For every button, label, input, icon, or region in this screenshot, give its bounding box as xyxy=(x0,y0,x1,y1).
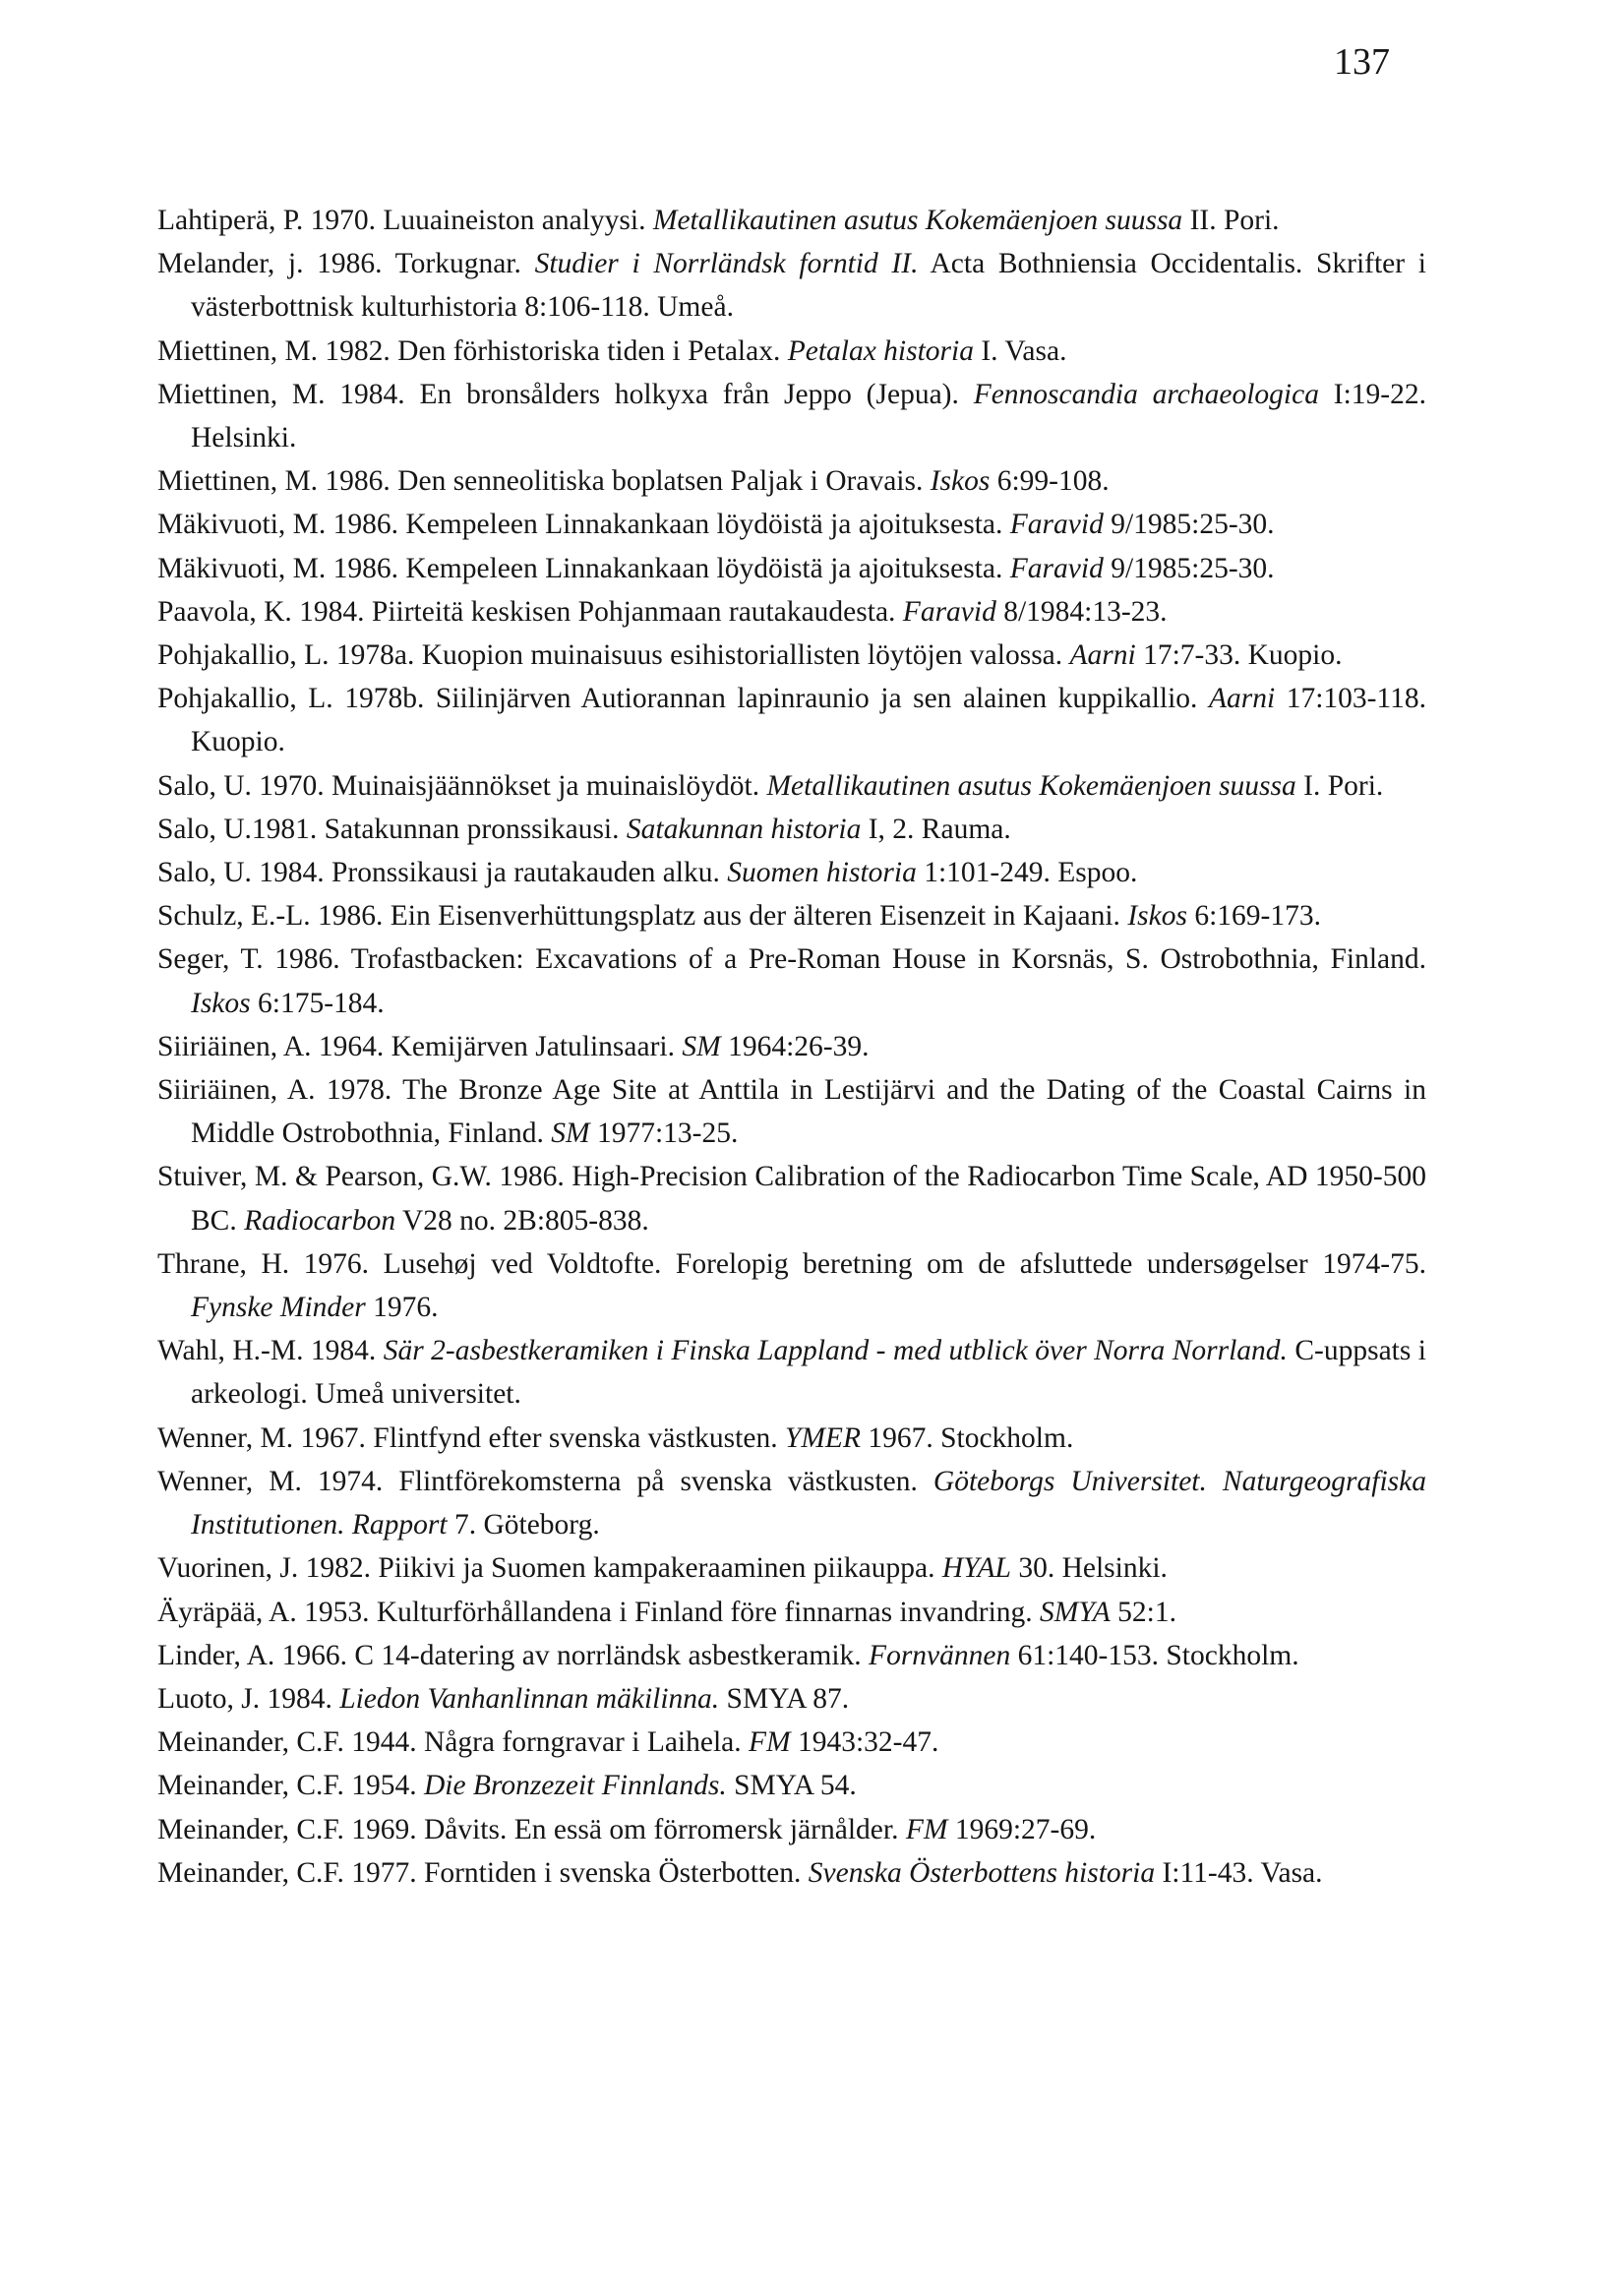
reference-title: FM xyxy=(749,1726,791,1759)
reference-title: Aarni xyxy=(1069,639,1136,672)
reference-title: Studier i Norrländsk forntid II. xyxy=(534,248,919,280)
reference-text: Lahtiperä, P. 1970. Luuaineiston analyysi. xyxy=(157,205,653,236)
reference-title: Radiocarbon xyxy=(244,1204,396,1237)
reference-text: Siiriäinen, A. 1978. The Bronze Age Site at Anttila in Lestijärvi and the Dating of the Coastal Cairns in Middle Ostrobothnia, Finland. xyxy=(157,1074,1426,1150)
reference-entry xyxy=(157,1591,1426,1634)
reference-text: 52:1. xyxy=(1110,1596,1176,1628)
reference-text: Mäkivuoti, M. 1986. Kempeleen Linnakankaan löydöistä ja ajoituksesta. xyxy=(157,509,1010,541)
reference-text: 1943:32-47. xyxy=(790,1726,939,1759)
reference-entry xyxy=(157,503,1426,546)
reference-text: SMYA 87. xyxy=(719,1682,850,1715)
reference-text: V28 no. 2B:805-838. xyxy=(395,1204,649,1237)
page-number: 137 xyxy=(1334,41,1390,83)
reference-text: 6:175-184. xyxy=(250,987,385,1019)
reference-entry xyxy=(157,894,1426,937)
reference-text: Wahl, H.-M. 1984. xyxy=(157,1335,384,1367)
reference-text: I. Pori. xyxy=(1295,769,1384,802)
reference-text: I, 2. Rauma. xyxy=(861,813,1011,845)
reference-text: Pohjakallio, L. 1978a. Kuopion muinaisuus esihistoriallisten löytöjen valossa. xyxy=(157,639,1070,672)
reference-list xyxy=(157,199,1426,1895)
reference-text: Paavola, K. 1984. Piirteitä keskisen Pohjanmaan rautakaudesta. xyxy=(157,595,903,628)
reference-title: Die Bronzezeit Finnlands. xyxy=(423,1770,727,1802)
reference-title: Metallikautinen asutus Kokemäenjoen suussa xyxy=(766,769,1296,802)
reference-title: SM xyxy=(682,1030,721,1062)
reference-entry xyxy=(157,851,1426,894)
reference-entry xyxy=(157,764,1426,808)
reference-entry xyxy=(157,1460,1426,1546)
reference-text: Meinander, C.F. 1954. xyxy=(157,1770,424,1802)
reference-entry xyxy=(157,1417,1426,1460)
reference-text: 1:101-249. Espoo. xyxy=(916,857,1138,889)
reference-entry xyxy=(157,1546,1426,1590)
reference-text: 17:103-118. Kuopio. xyxy=(191,683,1426,758)
reference-text: Meinander, C.F. 1944. Några forngravar i Laihela. xyxy=(157,1726,750,1759)
reference-title: Liedon Vanhanlinnan mäkilinna. xyxy=(339,1682,720,1715)
reference-title: Faravid xyxy=(1009,509,1104,541)
reference-entry xyxy=(157,330,1426,373)
reference-text: 1976. xyxy=(365,1292,439,1324)
reference-text: I. Vasa. xyxy=(973,334,1067,367)
reference-text: I:11-43. Vasa. xyxy=(1155,1856,1323,1889)
reference-entry xyxy=(157,373,1426,459)
reference-title: Suomen historia xyxy=(727,857,917,889)
reference-entry xyxy=(157,1155,1426,1241)
reference-text: Äyräpää, A. 1953. Kulturförhållandena i Finland före finnarnas invandring. xyxy=(157,1596,1041,1628)
reference-title: Faravid xyxy=(1009,552,1104,584)
reference-entry xyxy=(157,242,1426,329)
reference-entry xyxy=(157,1242,1426,1329)
reference-entry xyxy=(157,547,1426,590)
reference-text: Salo, U.1981. Satakunnan pronssikausi. xyxy=(157,813,627,845)
reference-entry xyxy=(157,677,1426,763)
reference-entry xyxy=(157,590,1426,634)
reference-text: Miettinen, M. 1984. En bronsålders holkyxa från Jeppo (Jepua). xyxy=(157,378,974,410)
reference-entry xyxy=(157,459,1426,503)
reference-text: Wenner, M. 1967. Flintfynd efter svenska västkusten. xyxy=(157,1421,785,1454)
reference-title: Göteborgs Universitet. Naturgeografiska Institutionen. Rapport xyxy=(191,1465,1426,1541)
reference-text: 6:169-173. xyxy=(1186,900,1321,933)
reference-text: Siiriäinen, A. 1964. Kemijärven Jatulinsaari. xyxy=(157,1030,683,1062)
reference-title: Satakunnan historia xyxy=(626,813,862,845)
reference-title: Fennoscandia archaeologica xyxy=(973,378,1319,410)
reference-text: 61:140-153. Stockholm. xyxy=(1010,1639,1299,1671)
reference-text: Luoto, J. 1984. xyxy=(157,1682,340,1715)
reference-text: Seger, T. 1986. Trofastbacken: Excavations of a Pre-Roman House in Korsnäs, S. Ostrobothnia, Finland. xyxy=(157,943,1426,976)
reference-entry xyxy=(157,1808,1426,1851)
reference-title: Svenska Österbottens historia xyxy=(808,1856,1156,1889)
reference-text: Meinander, C.F. 1977. Forntiden i svenska Österbotten. xyxy=(157,1856,809,1889)
reference-text: I:19-22. Helsinki. xyxy=(191,378,1426,454)
reference-entry xyxy=(157,1329,1426,1416)
reference-text: Schulz, E.-L. 1986. Ein Eisenverhüttungsplatz aus der älteren Eisenzeit in Kajaani. xyxy=(157,900,1128,933)
reference-title: Sär 2-asbestkeramiken i Finska Lappland - med utblick över Norra Norrland. xyxy=(383,1335,1288,1367)
reference-entry xyxy=(157,199,1426,242)
reference-text: SMYA 54. xyxy=(726,1770,857,1802)
reference-text: Miettinen, M. 1982. Den förhistoriska tiden i Petalax. xyxy=(157,334,788,367)
reference-text: Melander, j. 1986. Torkugnar. xyxy=(157,248,535,280)
reference-entry xyxy=(157,1851,1426,1895)
reference-title: Iskos xyxy=(1127,900,1187,933)
reference-entry xyxy=(157,808,1426,851)
reference-text: 17:7-33. Kuopio. xyxy=(1135,639,1343,672)
reference-entry xyxy=(157,1068,1426,1155)
reference-title: HYAL xyxy=(941,1552,1011,1585)
reference-text: Thrane, H. 1976. Lusehøj ved Voldtofte. Forelopig beretning om de afsluttede undersøgelser 1974-75. xyxy=(157,1247,1426,1280)
reference-text: 9/1985:25-30. xyxy=(1103,552,1275,584)
reference-text: Vuorinen, J. 1982. Piikivi ja Suomen kampakeraaminen piikauppa. xyxy=(157,1552,942,1585)
reference-text: 1967. Stockholm. xyxy=(860,1421,1074,1454)
reference-text: Salo, U. 1970. Muinaisjäännökset ja muinaislöydöt. xyxy=(157,769,767,802)
reference-entry xyxy=(157,1677,1426,1721)
reference-text: 30. Helsinki. xyxy=(1010,1552,1168,1585)
reference-text: 1969:27-69. xyxy=(947,1813,1097,1845)
reference-text: Stuiver, M. & Pearson, G.W. 1986. High-Precision Calibration of the Radiocarbon Time Scale, AD 1950-500 BC. xyxy=(157,1161,1426,1237)
reference-title: Fornvännen xyxy=(869,1639,1011,1671)
reference-text: Acta Bothniensia Occidentalis. Skrifter i västerbottnisk kulturhistoria 8:106-118. Umeå. xyxy=(191,248,1426,324)
reference-entry xyxy=(157,1764,1426,1807)
reference-text: Pohjakallio, L. 1978b. Siilinjärven Autiorannan lapinraunio ja sen alainen kuppikallio. xyxy=(157,683,1209,715)
reference-entry xyxy=(157,937,1426,1024)
reference-title: Faravid xyxy=(902,595,996,628)
reference-text: II. Pori. xyxy=(1182,205,1280,236)
reference-title: Iskos xyxy=(930,465,991,498)
reference-text: C-uppsats i arkeologi. Umeå universitet. xyxy=(191,1335,1426,1411)
reference-text: 9/1985:25-30. xyxy=(1103,509,1275,541)
reference-title: Petalax historia xyxy=(787,334,974,367)
reference-text: Meinander, C.F. 1969. Dåvits. En essä om förromersk järnålder. xyxy=(157,1813,906,1845)
reference-title: Metallikautinen asutus Kokemäenjoen suussa xyxy=(652,205,1183,236)
reference-title: FM xyxy=(905,1813,948,1845)
reference-entry xyxy=(157,1721,1426,1764)
reference-title: Aarni xyxy=(1208,683,1276,715)
reference-text: Mäkivuoti, M. 1986. Kempeleen Linnakankaan löydöistä ja ajoituksesta. xyxy=(157,552,1010,584)
reference-entry xyxy=(157,634,1426,677)
reference-text: 1964:26-39. xyxy=(720,1030,870,1062)
reference-title: SMYA xyxy=(1040,1596,1111,1628)
reference-title: YMER xyxy=(784,1421,861,1454)
reference-text: 6:99-108. xyxy=(990,465,1110,498)
reference-title: Fynske Minder xyxy=(191,1292,366,1324)
reference-text: 7. Göteborg. xyxy=(447,1509,600,1541)
reference-text: Miettinen, M. 1986. Den senneolitiska boplatsen Paljak i Oravais. xyxy=(157,465,931,498)
reference-entry xyxy=(157,1634,1426,1677)
reference-text: 1977:13-25. xyxy=(589,1118,739,1150)
reference-text: Linder, A. 1966. C 14-datering av norrländsk asbestkeramik. xyxy=(157,1639,870,1671)
reference-title: SM xyxy=(551,1118,590,1150)
reference-text: 8/1984:13-23. xyxy=(995,595,1168,628)
reference-text: Salo, U. 1984. Pronssikausi ja rautakauden alku. xyxy=(157,857,728,889)
reference-title: Iskos xyxy=(191,987,251,1019)
reference-text: Wenner, M. 1974. Flintförekomsterna på svenska västkusten. xyxy=(157,1465,933,1497)
reference-entry xyxy=(157,1025,1426,1068)
